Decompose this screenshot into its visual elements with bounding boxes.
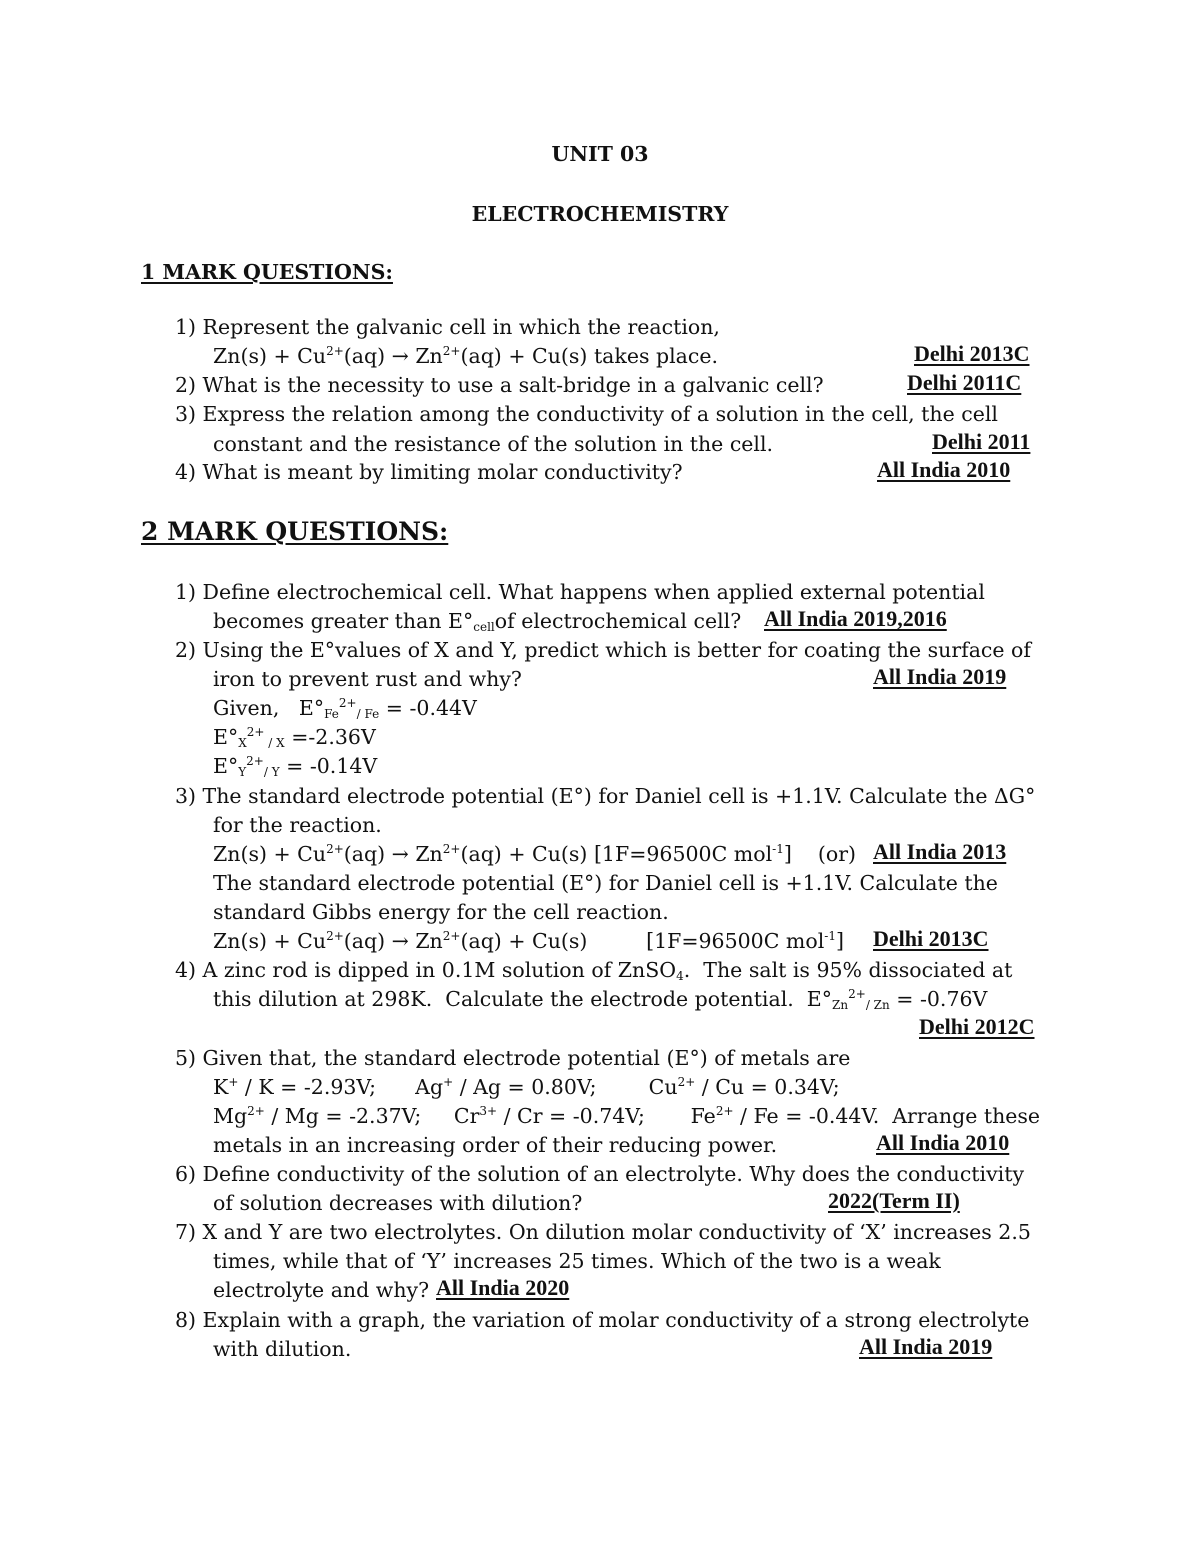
s2-q2-given-y: $E^\circ_Y^{2+}_{/ Y} = -0.14V$ xyxy=(213,754,378,779)
section-2-heading: 2 MARK QUESTIONS: xyxy=(141,517,449,546)
s2-q8-line2: with dilution. xyxy=(213,1337,352,1361)
s1-q3-line1: 3) Express the relation among the conductivity of a solution in the cell, the cell xyxy=(175,402,998,426)
chapter-title: ELECTROCHEMISTRY xyxy=(471,202,729,226)
s2-q2-given-fe: Given, $E^\circ_{Fe}^{2+}_{/ Fe} = -0.44V$ xyxy=(213,696,477,721)
s2-q1-line2: becomes greater than $E^\circ_{cell}of$ electrochemical cell? xyxy=(213,609,742,634)
s2-q3-source2: Delhi 2013C xyxy=(873,926,989,951)
s2-q2-line2: iron to prevent rust and why? xyxy=(213,667,522,691)
s2-q5-source: All India 2010 xyxy=(876,1130,1010,1155)
s2-q2-given-x: $E^\circ_X^{2+}$ $_{/ X}$ =-2.36V xyxy=(213,725,376,750)
s2-q8-source: All India 2019 xyxy=(859,1334,993,1359)
s2-q3-line4: The standard electrode potential (E°) for Daniel cell is +1.1V. Calculate the xyxy=(213,871,998,895)
s2-q1-source: All India 2019,2016 xyxy=(764,606,947,631)
s2-q3-equation1: $Zn(s) + Cu^{2+}(aq) \to Zn^{2+}(aq) + Cu(s)$ [1F=96500C mol$^{-1}$] (or) xyxy=(213,842,857,866)
s2-q4-line1: 4) A zinc rod is dipped in 0.1M solution of ZnSO$_4$. The salt is 95% dissociated at xyxy=(175,958,1013,983)
s2-q3-equation2: $Zn(s) + Cu^{2+}(aq) \to Zn^{2+}(aq) + Cu(s)$ [1F=96500C mol$^{-1}$] xyxy=(213,929,844,953)
s1-q2-source: Delhi 2011C xyxy=(907,370,1022,395)
s2-q7-source: All India 2020 xyxy=(436,1275,570,1300)
s2-q8-line1: 8) Explain with a graph, the variation of molar conductivity of a strong electrolyte xyxy=(175,1308,1030,1332)
s1-q4-source: All India 2010 xyxy=(877,457,1011,482)
s2-q5-line3: $Mg^{2+} / Mg = -2.37V$; $Cr^{3+} / Cr = -0.74V$; $Fe^{2+} / Fe = -0.44V$. Arrange these xyxy=(213,1104,1041,1128)
s2-q4-source: Delhi 2012C xyxy=(919,1014,1035,1039)
s2-q3-line5: standard Gibbs energy for the cell reaction. xyxy=(213,900,669,924)
s2-q7-line2: times, while that of ‘Y’ increases 25 times. Which of the two is a weak xyxy=(213,1249,941,1273)
unit-title: UNIT 03 xyxy=(551,142,649,166)
s1-q1-line2: $Zn(s) + Cu^{2+}(aq) \to Zn^{2+}(aq) + Cu(s)$ takes place. xyxy=(213,344,719,368)
s2-q5-line2: K+ / K = -2.93V; Ag+ / Ag = 0.80V; $Cu^{2+} / Cu = 0.34V$; xyxy=(213,1075,840,1099)
s2-q3-line2: for the reaction. xyxy=(213,813,382,837)
s1-q2: 2) What is the necessity to use a salt-bridge in a galvanic cell? xyxy=(175,373,824,397)
s1-q4: 4) What is meant by limiting molar conductivity? xyxy=(175,460,683,484)
section-1-heading: 1 MARK QUESTIONS: xyxy=(141,260,393,284)
s2-q7-line1: 7) X and Y are two electrolytes. On dilution molar conductivity of ‘X’ increases 2.5 xyxy=(175,1220,1031,1244)
s2-q6-line2: of solution decreases with dilution? xyxy=(213,1191,583,1215)
s2-q6-line1: 6) Define conductivity of the solution of an electrolyte. Why does the conductivity xyxy=(175,1162,1025,1186)
s2-q2-line1: 2) Using the E°values of X and Y, predict which is better for coating the surface of xyxy=(175,638,1031,662)
s1-q1-source: Delhi 2013C xyxy=(914,341,1030,366)
s2-q7-line3: electrolyte and why? xyxy=(213,1278,430,1302)
s2-q5-line4: metals in an increasing order of their reducing power. xyxy=(213,1133,778,1157)
s1-q3-line2: constant and the resistance of the solution in the cell. xyxy=(213,432,774,456)
s1-q3-source: Delhi 2011 xyxy=(932,429,1031,454)
s2-q2-source: All India 2019 xyxy=(873,664,1007,689)
s2-q4-line2: this dilution at 298K. Calculate the electrode potential. $E^\circ_{Zn}^{2+}_{/ Zn} = -0.76V$ xyxy=(213,987,988,1012)
s2-q1-line1: 1) Define electrochemical cell. What happens when applied external potential xyxy=(175,580,985,604)
s2-q3-line1: 3) The standard electrode potential (E°) for Daniel cell is +1.1V. Calculate the ΔG° xyxy=(175,784,1036,808)
s2-q3-source1: All India 2013 xyxy=(873,839,1007,864)
s2-q5-line1: 5) Given that, the standard electrode potential (E°) of metals are xyxy=(175,1046,851,1070)
s1-q1-line1: 1) Represent the galvanic cell in which the reaction, xyxy=(175,315,720,339)
s2-q6-source: 2022(Term II) xyxy=(828,1188,960,1213)
